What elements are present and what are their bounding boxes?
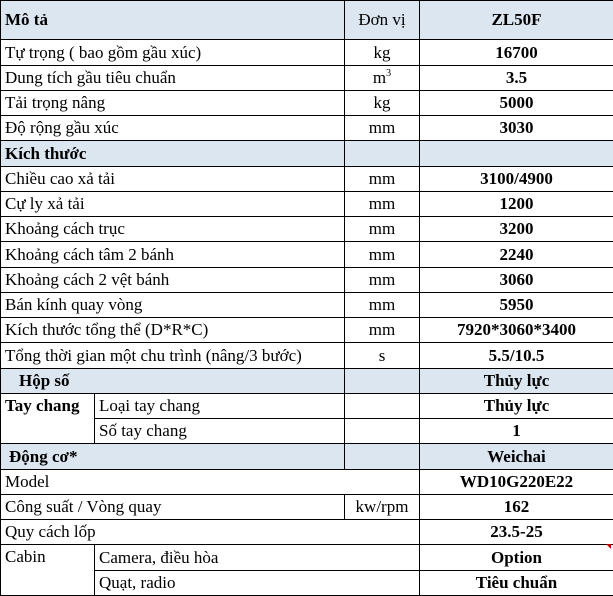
section-row-dimensions (1, 141, 613, 166)
section-title: Động cơ* (1, 444, 345, 469)
empty-cell (345, 419, 420, 444)
row-label: Khoảng cách trục (1, 217, 345, 242)
cabin-item1-value: Option (420, 545, 613, 570)
table-row (1, 166, 613, 191)
table-row (1, 217, 613, 242)
table-row (1, 318, 613, 343)
row-label: Khoảng cách 2 vệt bánh (1, 267, 345, 292)
engine-model-label: Model (1, 469, 420, 494)
row-label: Khoảng cách tâm 2 bánh (1, 242, 345, 267)
table-row (1, 242, 613, 267)
empty-cell (420, 141, 613, 166)
header-model: ZL50F (420, 1, 613, 40)
row-unit: mm (345, 242, 420, 267)
table-row (1, 116, 613, 141)
row-value: 3100/4900 (420, 166, 613, 191)
engine-model-value: WD10G220E22 (420, 469, 613, 494)
row-label: Chiều cao xả tải (1, 166, 345, 191)
row-value: 3.5 (420, 65, 613, 90)
row-value: 3030 (420, 116, 613, 141)
table-row (1, 40, 613, 65)
empty-cell (345, 141, 420, 166)
table-row (1, 545, 613, 570)
row-value: 1200 (420, 191, 613, 216)
table-row (1, 343, 613, 368)
tires-label: Quy cách lốp (1, 520, 420, 545)
row-label: Cự ly xả tải (1, 191, 345, 216)
cabin-item2-label: Quạt, radio (95, 570, 420, 595)
row-value: 3060 (420, 267, 613, 292)
gearbox-value: Thủy lực (420, 368, 613, 393)
row-unit: kg (345, 90, 420, 115)
section-title: Kích thước (1, 141, 345, 166)
row-label: Bán kính quay vòng (1, 292, 345, 317)
lever-type-label: Loại tay chang (95, 393, 345, 418)
table-row (1, 65, 613, 90)
engine-power-label: Công suất / Vòng quay (1, 494, 345, 519)
row-value: 5.5/10.5 (420, 343, 613, 368)
row-unit: mm (345, 292, 420, 317)
header-description: Mô tả (1, 1, 345, 40)
row-unit: mm (345, 166, 420, 191)
table-row (1, 520, 613, 545)
row-label: Dung tích gầu tiêu chuẩn (1, 65, 345, 90)
row-label: Tổng thời gian một chu trình (nâng/3 bước) (1, 343, 345, 368)
row-label: Kích thước tổng thể (D*R*C) (1, 318, 345, 343)
cabin-item1-label: Camera, điều hòa (95, 545, 420, 570)
lever-count-label: Số tay chang (95, 419, 345, 444)
section-title: Hộp số (1, 368, 345, 393)
section-row-gearbox (1, 368, 613, 393)
row-unit: mm (345, 191, 420, 216)
table-row (1, 191, 613, 216)
table-row (1, 494, 613, 519)
row-value: 16700 (420, 40, 613, 65)
row-value: 7920*3060*3400 (420, 318, 613, 343)
cabin-label: Cabin (1, 545, 95, 596)
row-unit: mm (345, 318, 420, 343)
table-row (1, 292, 613, 317)
table-row (1, 469, 613, 494)
row-value: 3200 (420, 217, 613, 242)
unit-base: m (372, 67, 387, 87)
empty-cell (345, 368, 420, 393)
lever-count-value: 1 (420, 419, 613, 444)
lever-label: Tay chang (1, 393, 95, 444)
section-row-engine (1, 444, 613, 469)
engine-power-unit: kw/rpm (345, 494, 420, 519)
row-value: 5950 (420, 292, 613, 317)
row-unit: mm (345, 116, 420, 141)
engine-power-value: 162 (420, 494, 613, 519)
table-row (1, 267, 613, 292)
empty-cell (345, 393, 420, 418)
row-unit: kg (345, 40, 420, 65)
row-label: Tải trọng nâng (1, 90, 345, 115)
tires-value: 23.5-25 (420, 520, 613, 545)
comment-indicator-icon (606, 544, 611, 549)
row-unit (345, 65, 420, 90)
row-value: 5000 (420, 90, 613, 115)
header-unit: Đơn vị (345, 1, 420, 40)
row-unit: mm (345, 267, 420, 292)
table-row (1, 90, 613, 115)
header-row (1, 1, 613, 40)
empty-cell (345, 444, 420, 469)
lever-type-value: Thủy lực (420, 393, 613, 418)
row-value: 2240 (420, 242, 613, 267)
table-row (1, 393, 613, 418)
engine-value: Weichai (420, 444, 613, 469)
row-unit: mm (345, 217, 420, 242)
row-label: Tự trọng ( bao gồm gầu xúc) (1, 40, 345, 65)
row-label: Độ rộng gầu xúc (1, 116, 345, 141)
cabin-item2-value: Tiêu chuẩn (420, 570, 613, 595)
unit-superscript: 3 (386, 67, 392, 79)
row-unit: s (345, 343, 420, 368)
